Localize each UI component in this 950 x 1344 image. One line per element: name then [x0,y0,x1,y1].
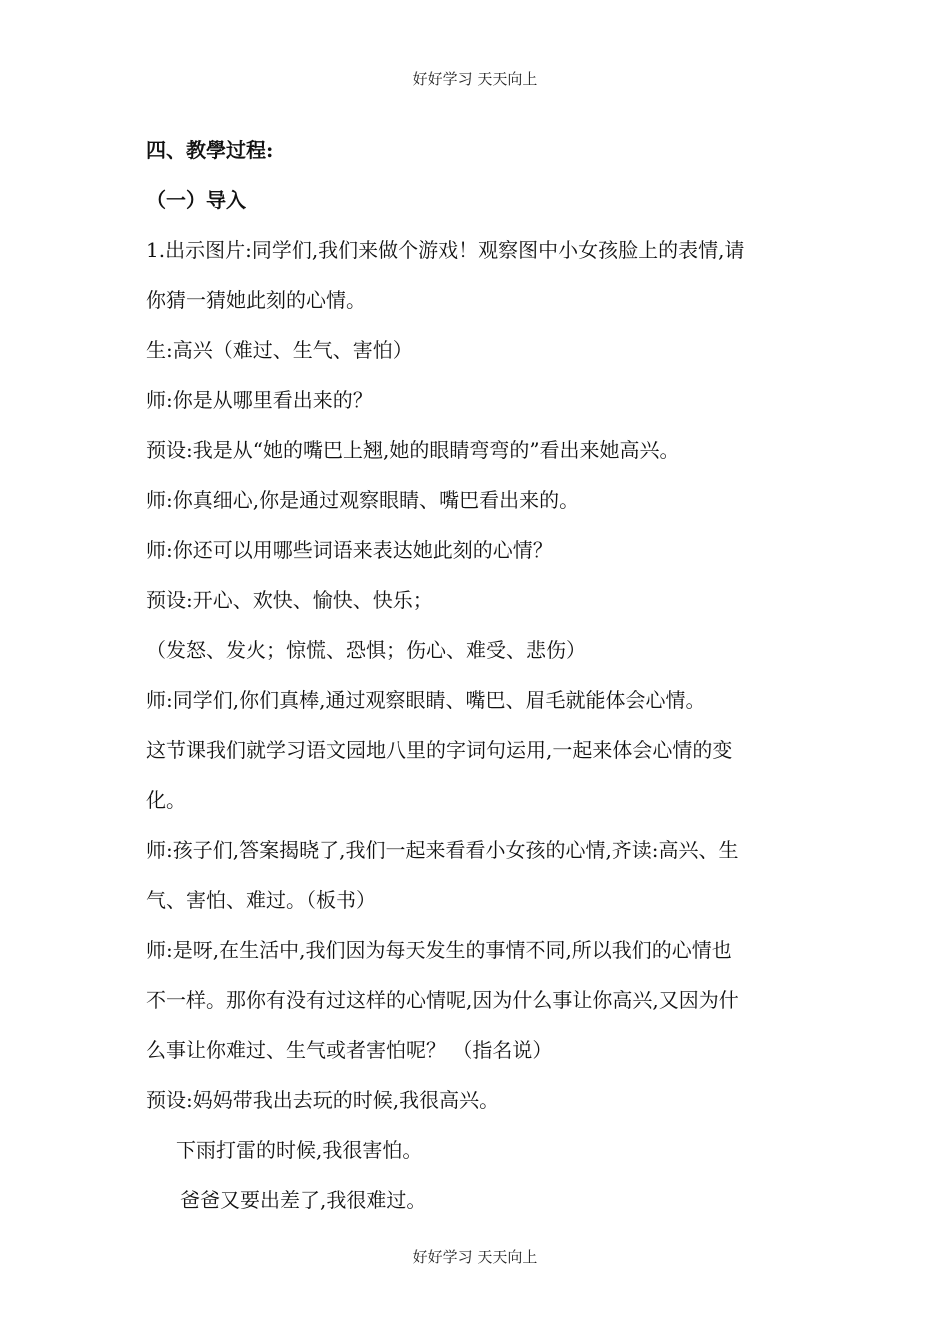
paragraph-line: 不一样。那你有没有过这样的心情呢,因为什么事让你高兴,又因为什 [146,988,739,1012]
paragraph-line: 预设:开心、欢快、愉快、快乐； [146,588,433,612]
section-heading: 四、教學过程: [146,138,274,162]
subsection-heading: （一）导入 [146,188,246,212]
paragraph-line: 师:你真细心,你是通过观察眼睛、嘴巴看出来的。 [146,488,580,512]
paragraph-line: 师:你还可以用哪些词语来表达她此刻的心情？ [146,538,553,562]
paragraph-line: 1.出示图片:同学们,我们来做个游戏！观察图中小女孩脸上的表情,请 [146,238,745,262]
paragraph-line: 生:高兴（难过、生气、害怕） [146,338,413,362]
paragraph-line: 师:同学们,你们真棒,通过观察眼睛、嘴巴、眉毛就能体会心情。 [146,688,706,712]
page-header: 好好学习 天天向上 [412,70,538,88]
page-footer: 好好学习 天天向上 [412,1248,538,1266]
document-body [146,131,816,1231]
paragraph-line: 师:你是从哪里看出来的？ [146,388,373,412]
paragraph-line: 么事让你难过、生气或者害怕呢？ （指名说） [146,1038,553,1062]
paragraph-line: 这节课我们就学习语文园地八里的字词句运用,一起来体会心情的变 [146,738,733,762]
paragraph-line: 化。 [146,788,186,812]
paragraph-line: 你猜一猜她此刻的心情。 [146,288,366,312]
paragraph-line: 师:是呀,在生活中,我们因为每天发生的事情不同,所以我们的心情也 [146,938,732,962]
paragraph-line: 预设:妈妈带我出去玩的时候,我很高兴。 [146,1088,500,1112]
paragraph-line: 爸爸又要出差了,我很难过。 [180,1188,427,1212]
paragraph-line: 师:孩子们,答案揭晓了,我们一起来看看小女孩的心情,齐读:高兴、生 [146,838,739,862]
paragraph-line: （发怒、发火；惊慌、恐惧；伤心、难受、悲伤） [146,638,586,662]
paragraph-line: 气、害怕、难过。（板书） [146,888,376,912]
paragraph-line: 下雨打雷的时候,我很害怕。 [176,1138,423,1162]
paragraph-line: 预设:我是从“她的嘴巴上翘,她的眼睛弯弯的”看出来她高兴。 [146,438,680,462]
